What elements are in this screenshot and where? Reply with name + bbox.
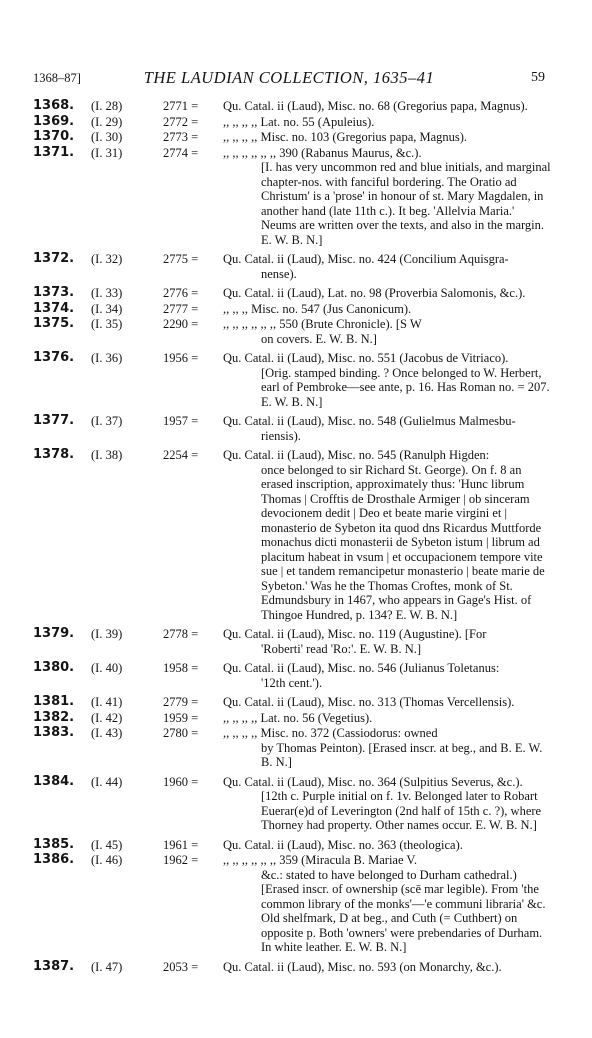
entry-number: 1381. xyxy=(33,694,75,709)
entry-text: ,, ,, ,, ,, ,, ,, 390 (Rabanus Maurus, &c.). xyxy=(223,145,422,160)
catalogue-entry xyxy=(33,146,573,248)
laud-reference: (I. 32) xyxy=(91,252,123,266)
entry-number: 1384. xyxy=(33,773,75,789)
entry-note: &c.: stated to have belonged to Durham cathedral.) [Erased inscr. of ownership (scē mar legible). From 'the common library of the monks'—'e communi libraria' &c. Old shelfmark, D at beg., and Cuth (= Cuthbert) on opposite p. Both 'owners' were prebendaries of Durham. In white leather. E. W. B. N.] xyxy=(261,867,546,954)
entry-number: 1383. xyxy=(33,725,75,740)
entry-text: ,, ,, ,, ,, ,, ,, 550 (Brute Chronicle). [S W xyxy=(223,317,422,331)
catalogue-entry xyxy=(33,448,573,622)
catalogue-entry xyxy=(33,302,573,317)
catalogue-code: 2773 = xyxy=(163,130,199,144)
entry-note: by Thomas Peinton). [Erased inscr. at beg., and B. E. W. B. N.] xyxy=(261,740,543,769)
laud-reference: (I. 33) xyxy=(91,286,123,300)
running-title: THE LAUDIAN COLLECTION, 1635–41 xyxy=(143,68,435,87)
catalogue-code: 1956 = xyxy=(163,351,199,365)
catalogue-entry xyxy=(33,627,573,656)
catalogue-entry xyxy=(33,130,573,145)
running-header xyxy=(33,68,545,90)
entry-text: Qu. Catal. ii (Laud), Misc. no. 68 (Gregorius papa, Magnus). xyxy=(223,99,528,113)
catalogue-entry xyxy=(33,661,573,690)
entry-text: ,, ,, ,, ,, Lat. no. 56 (Vegetius). xyxy=(223,710,373,725)
catalogue-code: 1958 = xyxy=(163,661,199,675)
entry-text: Qu. Catal. ii (Laud), Misc. no. 545 (Ranulph Higden: xyxy=(223,448,490,462)
entry-number: 1375. xyxy=(33,316,75,331)
laud-reference: (I. 31) xyxy=(91,145,123,160)
catalogue-code: 2779 = xyxy=(163,695,199,709)
entry-continuation: on covers. E. W. B. N.] xyxy=(261,331,377,346)
catalogue-code: 2254 = xyxy=(163,448,199,462)
entry-text: Qu. Catal. ii (Laud), Misc. no. 548 (Gulielmus Malmesbu- xyxy=(223,414,516,428)
entry-number: 1378. xyxy=(33,447,75,462)
catalogue-entry xyxy=(33,115,573,130)
laud-reference: (I. 35) xyxy=(91,317,123,331)
catalogue-code: 2774 = xyxy=(163,145,199,160)
entry-number: 1374. xyxy=(33,300,75,316)
catalogue-entry xyxy=(33,286,573,301)
entry-text: Qu. Catal. ii (Laud), Misc. no. 364 (Sulpitius Severus, &c.). xyxy=(223,774,523,789)
catalogue-code: 2777 = xyxy=(163,301,199,316)
laud-reference: (I. 41) xyxy=(91,695,123,709)
catalogue-code: 2771 = xyxy=(163,99,199,113)
laud-reference: (I. 44) xyxy=(91,774,123,789)
entry-number: 1379. xyxy=(33,626,75,641)
laud-reference: (I. 47) xyxy=(91,959,123,974)
entry-text: ,, ,, ,, ,, Misc. no. 372 (Cassiodorus: owned xyxy=(223,726,438,740)
catalogue-entry xyxy=(33,853,573,955)
entry-note: [12th c. Purple initial on f. 1v. Belonged later to Robart Euerar(e)d of Leverington (2nd half of 15th c. ?), where Thorney had property. Other names occur. E. W. B. N.] xyxy=(261,789,542,832)
entry-number: 1372. xyxy=(33,251,75,266)
laud-reference: (I. 43) xyxy=(91,726,123,740)
entry-note: [Orig. stamped binding. ? Once belonged to W. Herbert, earl of Pembroke—see ante, p. 16. Has Roman no. = 207. E. W. B. N.] xyxy=(261,365,550,409)
laud-reference: (I. 34) xyxy=(91,301,123,316)
catalogue-code: 1957 = xyxy=(163,414,199,428)
catalogue-entry xyxy=(33,317,573,346)
entry-note: [I. has very uncommon red and blue initials, and marginal chapter-nos. with fanciful bordering. The Oratio ad Christum' is a 'prose' in honour of st. Mary Magdalen, in another hand (late 11th c.). It beg. 'Allelvia Maria.' Neums are written over the texts, and also in the margin. E. W. B. N.] xyxy=(261,160,551,247)
catalogue-code: 2775 = xyxy=(163,252,199,266)
catalogue-code: 1959 = xyxy=(163,710,199,725)
entry-number: 1373. xyxy=(33,285,75,300)
laud-reference: (I. 29) xyxy=(91,114,123,129)
catalogue-entry xyxy=(33,99,573,114)
entry-text: ,, ,, ,, Misc. no. 547 (Jus Canonicum). xyxy=(223,301,412,316)
catalogue-code: 1961 = xyxy=(163,837,199,852)
page-range: 1368–87] xyxy=(33,71,81,85)
page-number: 59 xyxy=(531,70,545,85)
laud-reference: (I. 30) xyxy=(91,130,123,144)
catalogue-code: 2290 = xyxy=(163,317,199,331)
laud-reference: (I. 45) xyxy=(91,837,123,852)
catalogue-entry xyxy=(33,711,573,726)
catalogue-code: 2772 = xyxy=(163,114,199,129)
entry-number: 1380. xyxy=(33,660,75,675)
catalogue-code: 2780 = xyxy=(163,726,199,740)
catalogue-entry xyxy=(33,726,573,770)
laud-reference: (I. 40) xyxy=(91,661,123,675)
entry-number: 1376. xyxy=(33,350,75,365)
laud-reference: (I. 37) xyxy=(91,414,123,428)
catalogue-entry xyxy=(33,252,573,281)
entry-continuation: 'Roberti' read 'Ro:'. E. W. B. N.] xyxy=(261,641,422,656)
entry-number: 1386. xyxy=(33,852,75,867)
catalogue-code: 2776 = xyxy=(163,286,199,300)
entry-number: 1387. xyxy=(33,958,75,974)
entry-number: 1377. xyxy=(33,413,75,428)
entry-text: Qu. Catal. ii (Laud), Misc. no. 593 (on Monarchy, &c.). xyxy=(223,959,502,974)
catalogue-entry xyxy=(33,351,573,409)
catalogue-code: 1960 = xyxy=(163,774,199,789)
laud-reference: (I. 39) xyxy=(91,627,123,641)
entry-text: ,, ,, ,, ,, ,, ,, 359 (Miracula B. Mariae V. xyxy=(223,853,417,867)
catalogue-entries xyxy=(33,99,573,975)
entry-number: 1370. xyxy=(33,129,75,144)
entry-number: 1382. xyxy=(33,709,75,725)
laud-reference: (I. 46) xyxy=(91,853,123,867)
catalogue-entry xyxy=(33,838,573,853)
laud-reference: (I. 28) xyxy=(91,99,123,113)
entry-text: Qu. Catal. ii (Laud), Misc. no. 363 (theologica). xyxy=(223,837,463,852)
entry-note: once belonged to sir Richard St. George). On f. 8 an erased inscription, approximately thus: 'Hunc librum Thomas | Crofftis de Drosthale Armiger | ob sinceram devocionem dedit | Deo et beate marie virgini et | monasterio de Sybeton ita quod dns Ricardus Muttforde monachus dicti monasterii de Sybeton istum | librum ad placitum habeat in vsum | et occupacionem tempore vite sue | et tandem remancipetur monasterio | beate marie de Sybeton.' Was he the Thomas Croftes, monk of St. Edmundsbury in 1467, who appears in Gage's Hist. of Thingoe Hundred, p. 134? E. W. B. N.] xyxy=(261,462,545,622)
catalogue-code: 2053 = xyxy=(163,959,199,974)
entry-text: Qu. Catal. ii (Laud), Lat. no. 98 (Proverbia Salomonis, &c.). xyxy=(223,286,526,300)
entry-continuation: nense). xyxy=(261,266,297,281)
catalogue-code: 2778 = xyxy=(163,627,199,641)
catalogue-entry xyxy=(33,775,573,833)
entry-text: Qu. Catal. ii (Laud), Misc. no. 313 (Thomas Vercellensis). xyxy=(223,695,515,709)
catalogue-entry xyxy=(33,960,573,975)
entry-number: 1371. xyxy=(33,144,75,160)
entry-text: ,, ,, ,, ,, Misc. no. 103 (Gregorius papa, Magnus). xyxy=(223,130,468,144)
entry-number: 1369. xyxy=(33,113,75,129)
catalogue-code: 1962 = xyxy=(163,853,199,867)
entry-number: 1385. xyxy=(33,836,75,852)
catalogue-entry xyxy=(33,414,573,443)
laud-reference: (I. 38) xyxy=(91,448,123,462)
laud-reference: (I. 36) xyxy=(91,351,123,365)
entry-text: Qu. Catal. ii (Laud), Misc. no. 551 (Jacobus de Vitriaco). xyxy=(223,351,509,365)
laud-reference: (I. 42) xyxy=(91,710,123,725)
entry-text: Qu. Catal. ii (Laud), Misc. no. 424 (Concilium Aquisgra- xyxy=(223,252,509,266)
entry-continuation: '12th cent.'). xyxy=(261,675,323,690)
entry-text: Qu. Catal. ii (Laud), Misc. no. 119 (Augustine). [For xyxy=(223,627,487,641)
entry-text: ,, ,, ,, ,, Lat. no. 55 (Apuleius). xyxy=(223,114,375,129)
catalogue-entry xyxy=(33,695,573,710)
entry-number: 1368. xyxy=(33,98,75,113)
entry-text: Qu. Catal. ii (Laud), Misc. no. 546 (Julianus Toletanus: xyxy=(223,661,500,675)
entry-continuation: riensis). xyxy=(261,428,301,443)
